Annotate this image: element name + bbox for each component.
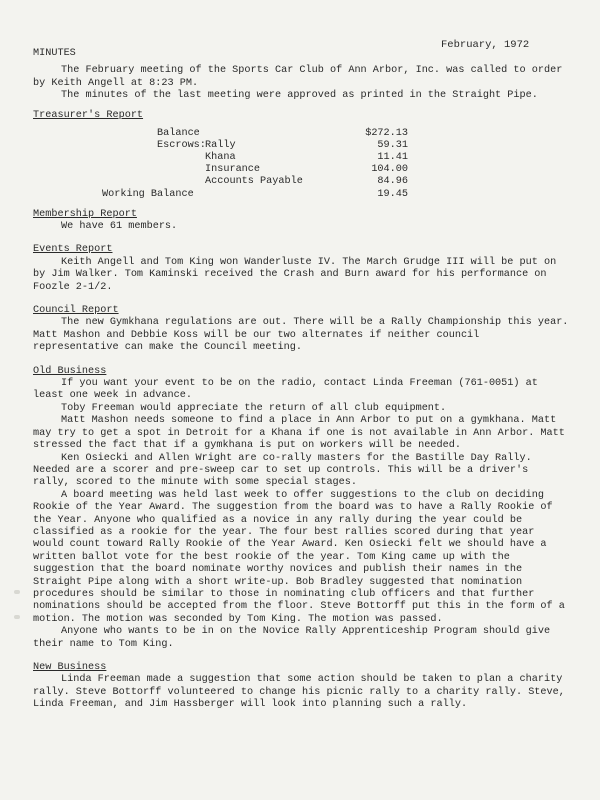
escrow-value: 84.96	[377, 176, 408, 188]
escrows-label: Escrows:	[157, 140, 206, 152]
escrow-value: 59.31	[377, 140, 408, 152]
escrow-value: 104.00	[371, 164, 408, 176]
intro-paragraph: The February meeting of the Sports Car Club of Ann Arbor, Inc. was called to order by Keith Angell at 8:23 PM.	[33, 65, 563, 89]
old-business-heading: Old Business	[33, 365, 107, 377]
treasurer-table	[102, 128, 569, 201]
new-business-heading: New Business	[33, 662, 107, 673]
escrow-name: Insurance	[205, 164, 261, 176]
escrow-value: 11.41	[377, 152, 408, 164]
old-business-paragraph: A board meeting was held last week to offer suggestions to the club on deciding Rookie of the Year Award. The suggestion from the board was to have a Rally Rookie of the Year. Anyone who qualified as a novice in any rally during the year could be classified as a rookie for the year. The four best rallies scored during that year would count toward Rally Rookie of the Year Award. Ken Osiecki felt we should have a written ballot vote for the best rookie of the year. Tom King came up with the suggestion that the board nominate worthy novices and publish their names in the Straight Pipe along with a short write-up. Bob Bradley suggested that nomination procedures should be similar to those in nominating club officers and that further nominations should be accepted from the floor. Steve Bottorff put this in the form of a motion. The motion was seconded by Tom King. The motion was passed.	[33, 489, 565, 625]
balance-label: Balance	[157, 128, 200, 140]
document-date: February, 1972	[441, 39, 530, 51]
punch-hole-mark	[14, 615, 20, 619]
council-heading: Council Report	[33, 305, 119, 317]
escrow-row	[205, 176, 569, 188]
working-balance-label: Working Balance	[102, 188, 194, 200]
old-business-paragraph: Matt Mashon needs someone to find a place in Ann Arbor to put on a gymkhana. Matt may try to get a spot in Detroit for a Khana if one is not available in Ann Arbor. Matt stressed the fact that if a gymkhana is put on workers will be needed.	[33, 415, 565, 452]
old-business-paragraph: Ken Osiecki and Allen Wright are co-rally masters for the Bastille Day Rally. Needed are a scorer and pre-sweep car to set up controls. This will be a driver's rally, scored to the minute with some special stages.	[33, 452, 532, 489]
new-business-text: Linda Freeman made a suggestion that some action should be taken to plan a charity rally. Steve Bottorff volunteered to change his picnic rally to a charity rally. Steve, Linda Freeman, and Jim Hassberger will look into planning such a rally.	[33, 674, 565, 711]
membership-text: We have 61 members.	[61, 221, 178, 232]
document-body	[33, 48, 569, 712]
escrow-row	[157, 140, 569, 152]
balance-value: $272.13	[365, 128, 408, 140]
intro-paragraph: The minutes of the last meeting were approved as printed in the Straight Pipe.	[61, 90, 538, 102]
events-text: Keith Angell and Tom King won Wanderluste IV. The March Grudge III will be put on by Jim Walker. Tom Kaminski received the Crash and Burn award for his performance on Foozle 2-1/2.	[33, 256, 557, 293]
old-business-paragraph: Toby Freeman would appreciate the return of all club equipment.	[61, 402, 447, 414]
events-heading: Events Report	[33, 244, 113, 256]
document-title: MINUTES	[33, 48, 76, 59]
balance-row	[157, 128, 569, 140]
membership-heading: Membership Report	[33, 208, 137, 220]
punch-hole-mark	[14, 590, 20, 594]
escrow-row	[205, 152, 569, 164]
escrow-name: Khana	[205, 152, 236, 164]
working-balance-value: 19.45	[377, 188, 408, 200]
old-business-paragraph: If you want your event to be on the radio, contact Linda Freeman (761-0051) at least one week in advance.	[33, 378, 538, 402]
escrow-name: Rally	[205, 140, 236, 152]
treasurer-heading: Treasurer's Report	[33, 109, 144, 121]
escrow-row	[205, 164, 569, 176]
escrow-name: Accounts Payable	[205, 176, 303, 188]
council-text: The new Gymkhana regulations are out. There will be a Rally Championship this year. Matt Mashon and Debbie Koss will be our two alternates if neither council representative can make the Council meeting.	[33, 317, 569, 354]
old-business-paragraph: Anyone who wants to be in on the Novice Rally Apprenticeship Program should give their name to Tom King.	[33, 626, 551, 650]
working-balance-row	[102, 189, 569, 201]
